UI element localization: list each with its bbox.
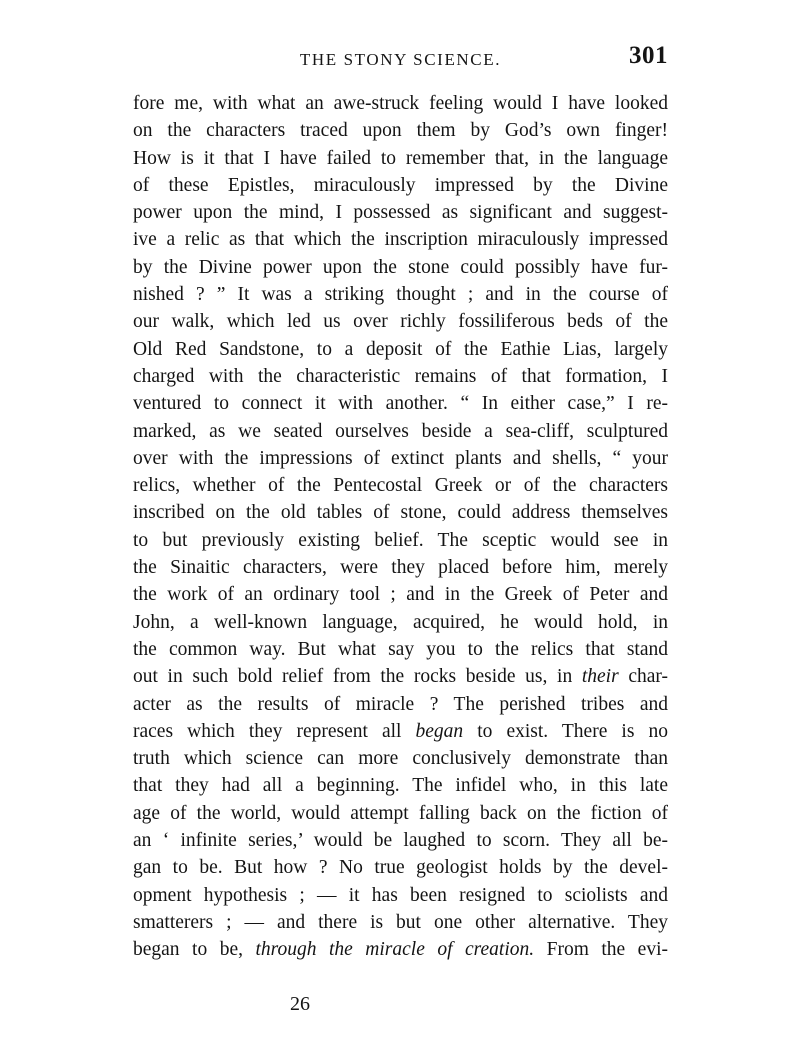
line-text: charged with the characteristic remains of that formation, I	[133, 365, 668, 387]
line-text: How is it that I have failed to remember that, in the language	[133, 147, 668, 169]
line-text-post: From the evi-	[534, 939, 668, 961]
text-line	[133, 772, 668, 799]
line-text: the work of an ordinary tool ; and in the Greek of Peter and	[133, 584, 668, 606]
line-text: age of the world, would attempt falling back on the fiction of	[133, 802, 668, 824]
running-title: THE STONY SCIENCE.	[299, 50, 502, 69]
text-line	[133, 472, 668, 499]
text-line	[133, 882, 668, 909]
italic-emphasis: their	[581, 666, 619, 688]
line-text-post: to exist. There is no	[463, 720, 668, 742]
page-number: 301	[629, 42, 668, 69]
text-line	[133, 308, 668, 335]
running-head	[133, 44, 668, 74]
text-line	[133, 390, 668, 417]
text-line	[133, 226, 668, 253]
line-text-post: char-	[618, 666, 668, 688]
text-line	[133, 418, 668, 445]
line-text: the Sinaitic characters, were they placed before him, merely	[133, 557, 668, 579]
line-text: John, a well-known language, acquired, he would hold, in	[133, 611, 668, 633]
line-text: ive a relic as that which the inscription miraculously impressed	[133, 229, 668, 251]
signature-mark: 26	[290, 993, 310, 1015]
line-text-pre: out in such bold relief from the rocks beside us, in	[133, 666, 582, 688]
italic-emphasis: through the miracle of creation.	[255, 939, 535, 961]
line-text: power upon the mind, I possessed as significant and suggest-	[133, 202, 668, 224]
text-line	[133, 145, 668, 172]
line-text: our walk, which led us over richly fossiliferous beds of the	[133, 311, 668, 333]
line-text: gan to be. But how ? No true geologist holds by the devel-	[133, 857, 668, 879]
text-line	[133, 445, 668, 472]
line-text: nished ? ” It was a striking thought ; and in the course of	[133, 284, 668, 306]
text-line	[133, 718, 668, 745]
text-line	[133, 609, 668, 636]
text-line	[133, 363, 668, 390]
text-line	[133, 527, 668, 554]
line-text: acter as the results of miracle ? The perished tribes and	[133, 693, 668, 715]
text-line	[133, 663, 668, 690]
line-text: inscribed on the old tables of stone, could address themselves	[133, 502, 668, 524]
line-text-pre: races which they represent all	[133, 720, 416, 742]
text-line	[133, 172, 668, 199]
text-line	[133, 336, 668, 363]
line-text: an ‘ infinite series,’ would be laughed to scorn. They all be-	[133, 830, 668, 852]
text-line	[133, 90, 668, 117]
text-line	[133, 281, 668, 308]
body-text	[133, 90, 668, 964]
text-line	[133, 745, 668, 772]
text-line	[133, 691, 668, 718]
text-line	[133, 854, 668, 881]
line-text: relics, whether of the Pentecostal Greek or of the characters	[133, 475, 668, 497]
italic-emphasis: began	[415, 720, 464, 742]
line-text: Old Red Sandstone, to a deposit of the Eathie Lias, largely	[133, 338, 668, 360]
line-text-pre: began to be,	[133, 939, 256, 961]
line-text: that they had all a beginning. The infidel who, in this late	[133, 775, 668, 797]
line-text: ventured to connect it with another. “ In either case,” I re-	[133, 393, 668, 415]
line-text: of these Epistles, miraculously impressed by the Divine	[133, 174, 668, 196]
line-text: the common way. But what say you to the relics that stand	[133, 638, 668, 660]
line-text: truth which science can more conclusively demonstrate than	[133, 748, 668, 770]
text-line	[133, 554, 668, 581]
line-text: by the Divine power upon the stone could possibly have fur-	[133, 256, 668, 278]
text-line	[133, 909, 668, 936]
text-line	[133, 800, 668, 827]
text-line	[133, 199, 668, 226]
line-text: fore me, with what an awe-struck feeling would I have looked	[133, 93, 668, 114]
line-text: smatterers ; — and there is but one other alternative. They	[133, 911, 668, 933]
text-line	[133, 827, 668, 854]
text-line	[133, 499, 668, 526]
line-text: on the characters traced upon them by God’s own finger!	[133, 120, 668, 142]
text-line	[133, 636, 668, 663]
text-line	[133, 254, 668, 281]
line-text: over with the impressions of extinct plants and shells, “ your	[133, 447, 668, 469]
text-line	[133, 581, 668, 608]
line-text: opment hypothesis ; — it has been resigned to sciolists and	[133, 884, 668, 906]
text-line	[133, 936, 668, 963]
line-text: marked, as we seated ourselves beside a sea-cliff, sculptured	[133, 420, 668, 442]
text-line	[133, 117, 668, 144]
line-text: to but previously existing belief. The sceptic would see in	[133, 529, 668, 551]
